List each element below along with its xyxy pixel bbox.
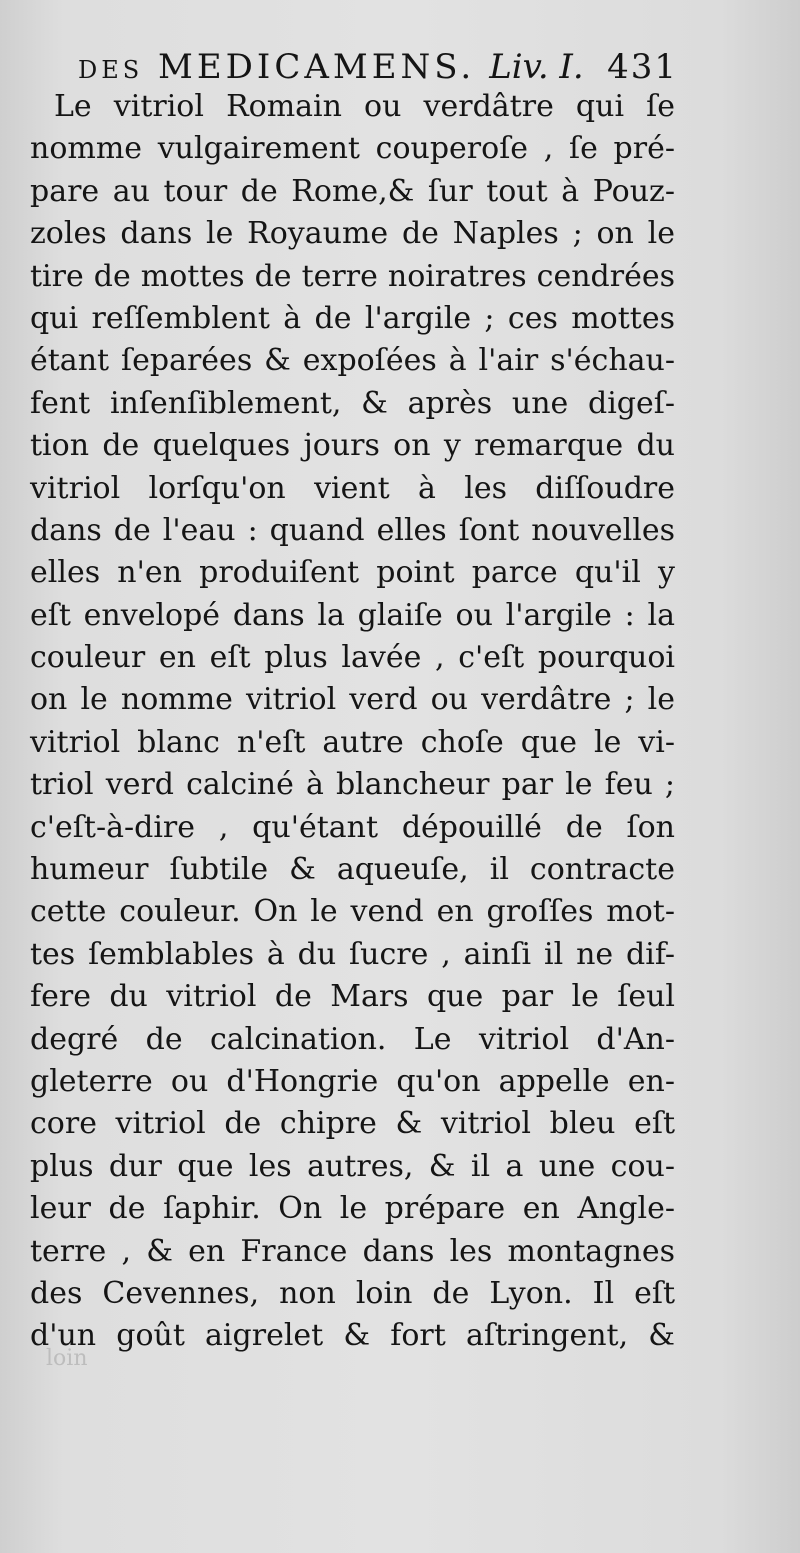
text-line: nomme vulgairement couperoſe , ſe pré- [30, 131, 675, 167]
text-line: degré de calcination. Le vitriol d'An- [30, 1021, 675, 1057]
text-line: fent inſenſiblement, & après une digeſ- [30, 385, 675, 421]
text-line: pare au tour de Rome,& ſur tout à Pouz- [30, 173, 675, 209]
text-line: cette couleur. On le vend en groſſes mot- [30, 894, 675, 930]
text-line: core vitriol de chipre & vitriol bleu eſt [30, 1106, 675, 1142]
text-line: zoles dans le Royaume de Naples ; on le [30, 216, 675, 252]
running-title-main: MEDICAMENS. [158, 47, 476, 87]
text-line: terre , & en France dans les montagnes [30, 1233, 675, 1269]
text-line: vitriol blanc n'eſt autre choſe que le vi- [30, 724, 675, 760]
body-text [30, 86, 675, 1358]
text-line: dans de l'eau : quand elles ſont nouvelles [30, 512, 675, 548]
page-number: 431 [607, 47, 678, 87]
book-number: Liv. I. [489, 47, 584, 87]
text-line: fere du vitriol de Mars que par le ſeul [30, 979, 675, 1015]
text-line: elles n'en produiſent point parce qu'il y [30, 555, 675, 591]
running-title-prefix: DES [78, 56, 144, 84]
text-line: leur de ſaphir. On le prépare en Angle- [30, 1191, 675, 1227]
running-header [78, 42, 678, 92]
text-line: tion de quelques jours on y remarque du [30, 428, 675, 464]
text-line: eſt envelopé dans la glaiſe ou l'argile : la [30, 597, 675, 633]
text-line: humeur ſubtile & aqueuſe, il contracte [30, 852, 675, 888]
text-line: gleterre ou d'Hongrie qu'on appelle en- [30, 1063, 675, 1099]
text-line: d'un goût aigrelet & fort aſtringent, & [30, 1318, 675, 1354]
text-line: vitriol lorſqu'on vient à les diſſoudre [30, 470, 675, 506]
text-line: couleur en eſt plus lavée , c'eſt pourquoi [30, 640, 675, 676]
text-line: on le nomme vitriol verd ou verdâtre ; le [30, 682, 675, 718]
text-line: étant ſeparées & expoſées à l'air s'échau- [30, 343, 675, 379]
text-line: tire de mottes de terre noiratres cendrées [30, 258, 675, 294]
text-line: des Cevennes, non loin de Lyon. Il eſt [30, 1275, 675, 1311]
text-line: Le vitriol Romain ou verdâtre qui ſe [54, 89, 675, 124]
text-line: plus dur que les autres, & il a une cou- [30, 1148, 675, 1184]
text-line: c'eſt-à-dire , qu'étant dépouillé de ſon [30, 809, 675, 845]
catchword: loin [46, 1346, 88, 1371]
text-line: qui reſſemblent à de l'argile ; ces mottes [30, 300, 675, 336]
text-line: triol verd calciné à blancheur par le feu ; [30, 767, 675, 803]
text-line: tes ſemblables à du ſucre , ainſi il ne dif- [30, 936, 675, 972]
